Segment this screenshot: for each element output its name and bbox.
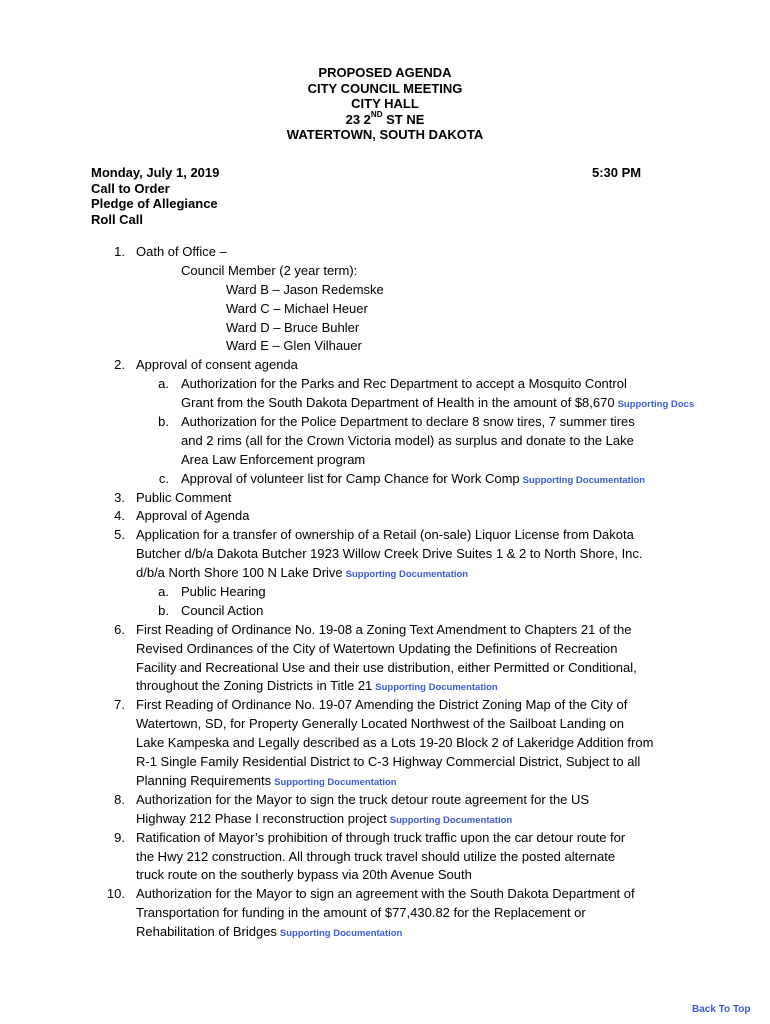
item-text: Ward C – Michael Heuer (226, 300, 368, 316)
list-item (0, 734, 770, 753)
item-number: 6. (114, 621, 125, 637)
address-ordinal: ND (370, 110, 383, 120)
list-item (0, 375, 770, 394)
item-text: Area Law Enforcement program (181, 451, 366, 467)
meeting-time: 5:30 PM (592, 165, 642, 180)
item-text: R-1 Single Family Residential District to C-3 Highway Commercial District, Subject to all (136, 754, 641, 770)
item-text: Public Hearing (181, 584, 266, 600)
item-text: Facility and Recreational Use and their use distribution, either Permitted or Conditional, (136, 659, 637, 675)
supporting-docs-link[interactable]: Supporting Docs (617, 399, 695, 411)
item-number: 5. (114, 527, 125, 543)
supporting-documentation-link[interactable]: Supporting Documentation (389, 814, 513, 826)
item-text: First Reading of Ordinance No. 19-08 a Zoning Text Amendment to Chapters 21 of the (136, 621, 632, 637)
list-item (0, 262, 770, 281)
item-text: Planning Requirements (136, 772, 272, 788)
address-number: 23 2 (345, 111, 371, 127)
meeting-date: Monday, July 1, 2019 (91, 165, 220, 180)
list-item (0, 526, 770, 545)
item-text: Application for a transfer of ownership of a Retail (on-sale) Liquor License from Dakota (136, 527, 634, 543)
supporting-documentation-link[interactable]: Supporting Documentation (345, 569, 469, 581)
item-number: 9. (114, 829, 125, 845)
list-item (0, 319, 770, 338)
item-number: 4. (114, 508, 125, 524)
list-item (0, 677, 770, 696)
list-item (0, 451, 770, 470)
list-item (0, 659, 770, 678)
subitem-label: b. (158, 414, 169, 430)
item-text: Transportation for funding in the amount of $77,430.82 for the Replacement or (136, 905, 586, 921)
item-text: Approval of volunteer list for Camp Chance for Work Comp (181, 470, 520, 486)
list-item (0, 507, 770, 526)
list-item (0, 791, 770, 810)
list-item (0, 356, 770, 375)
item-text: Public Comment (136, 489, 232, 505)
item-text: Authorization for the Mayor to sign an agreement with the South Dakota Department of (136, 886, 635, 902)
call-to-order: Call to Order (91, 180, 170, 196)
roll-call: Roll Call (91, 211, 144, 227)
list-item (0, 621, 770, 640)
agenda-header (0, 65, 770, 143)
list-item (0, 243, 770, 262)
list-item (0, 337, 770, 356)
supporting-documentation-link[interactable]: Supporting Documentation (274, 776, 397, 788)
item-text: Approval of consent agenda (136, 357, 298, 373)
item-text: Highway 212 Phase I reconstruction project (136, 810, 387, 826)
item-text: Ward B – Jason Redemske (226, 281, 384, 297)
meeting-meta (91, 165, 219, 227)
list-item (0, 696, 770, 715)
item-text: Council Action (181, 602, 264, 618)
supporting-documentation-link[interactable]: Supporting Documentation (375, 682, 498, 694)
agenda-list (0, 243, 770, 942)
item-text: Lake Kampeska and Legally described as a Lots 19-20 Block 2 of Lakeridge Addition from (136, 735, 654, 751)
item-text: Council Member (2 year term): (181, 262, 358, 278)
list-item (0, 640, 770, 659)
item-text: First Reading of Ordinance No. 19-07 Amending the District Zoning Map of the City of (136, 697, 628, 713)
supporting-documentation-link[interactable]: Supporting Documentation (279, 928, 403, 940)
list-item (0, 772, 770, 791)
item-text: Oath of Office – (136, 244, 227, 259)
list-item (0, 923, 770, 942)
list-item (0, 866, 770, 885)
list-item (0, 885, 770, 904)
list-item (0, 545, 770, 564)
header-title: PROPOSED AGENDA (318, 65, 452, 80)
list-item (0, 753, 770, 772)
item-text: Ratification of Mayor’s prohibition of through truck traffic upon the car detour route for (136, 829, 626, 845)
item-text: truck route on the southerly bypass via 20th Avenue South (136, 867, 472, 883)
item-number: 2. (114, 357, 125, 373)
list-item (0, 602, 770, 621)
item-text: d/b/a North Shore 100 N Lake Drive (136, 565, 343, 581)
subitem-label: a. (158, 584, 169, 600)
item-text: Grant from the South Dakota Department of Health in the amount of $8,670 (181, 395, 615, 411)
item-text: Butcher d/b/a Dakota Butcher 1923 Willow Creek Drive Suites 1 & 2 to North Shore, Inc. (136, 546, 643, 562)
item-text: Rehabilitation of Bridges (136, 924, 277, 940)
list-item (0, 564, 770, 583)
list-item (0, 470, 770, 489)
subitem-label: b. (158, 602, 169, 618)
item-text: Watertown, SD, for Property Generally Located Northwest of the Sailboat Landing on (136, 716, 625, 732)
address-street: ST NE (382, 111, 425, 127)
item-text: and 2 rims (all for the Crown Victoria model) as surplus and donate to the Lake (181, 432, 634, 448)
item-text: Ward D – Bruce Buhler (226, 319, 360, 335)
supporting-documentation-link[interactable]: Supporting Documentation (522, 474, 646, 486)
item-number: 7. (114, 697, 125, 713)
subitem-label: a. (158, 376, 169, 392)
item-text: throughout the Zoning Districts in Title 21 (136, 678, 373, 694)
header-city: WATERTOWN, SOUTH DAKOTA (286, 127, 484, 142)
list-item (0, 829, 770, 848)
list-item (0, 413, 770, 432)
list-item (0, 848, 770, 867)
list-item (0, 281, 770, 300)
pledge-of-allegiance: Pledge of Allegiance (91, 196, 218, 211)
item-number: 1. (114, 244, 125, 259)
list-item (0, 904, 770, 923)
header-meeting: CITY COUNCIL MEETING (307, 80, 463, 96)
item-text: Authorization for the Parks and Rec Department to accept a Mosquito Control (181, 376, 627, 392)
header-address (0, 112, 770, 128)
header-venue: CITY HALL (351, 96, 419, 111)
item-text: Revised Ordinances of the City of Watertown Updating the Definitions of Recreation (136, 640, 618, 656)
list-item (0, 715, 770, 734)
item-text: the Hwy 212 construction. All through truck travel should utilize the posted alternate (136, 848, 616, 864)
item-text: Authorization for the Mayor to sign the truck detour route agreement for the US (136, 791, 590, 807)
item-text: Authorization for the Police Department to declare 8 snow tires, 7 summer tires (181, 414, 635, 430)
subitem-label: c. (158, 470, 169, 486)
list-item (0, 394, 770, 413)
list-item (0, 810, 770, 829)
item-number: 10. (106, 886, 125, 902)
list-item (0, 489, 770, 508)
item-number: 8. (114, 791, 125, 807)
back-to-top-link[interactable]: Back To Top (692, 1004, 751, 1015)
item-text: Approval of Agenda (136, 508, 250, 524)
list-item (0, 432, 770, 451)
item-number: 3. (114, 489, 125, 505)
list-item (0, 300, 770, 319)
item-text: Ward E – Glen Vilhauer (226, 338, 362, 354)
list-item (0, 583, 770, 602)
